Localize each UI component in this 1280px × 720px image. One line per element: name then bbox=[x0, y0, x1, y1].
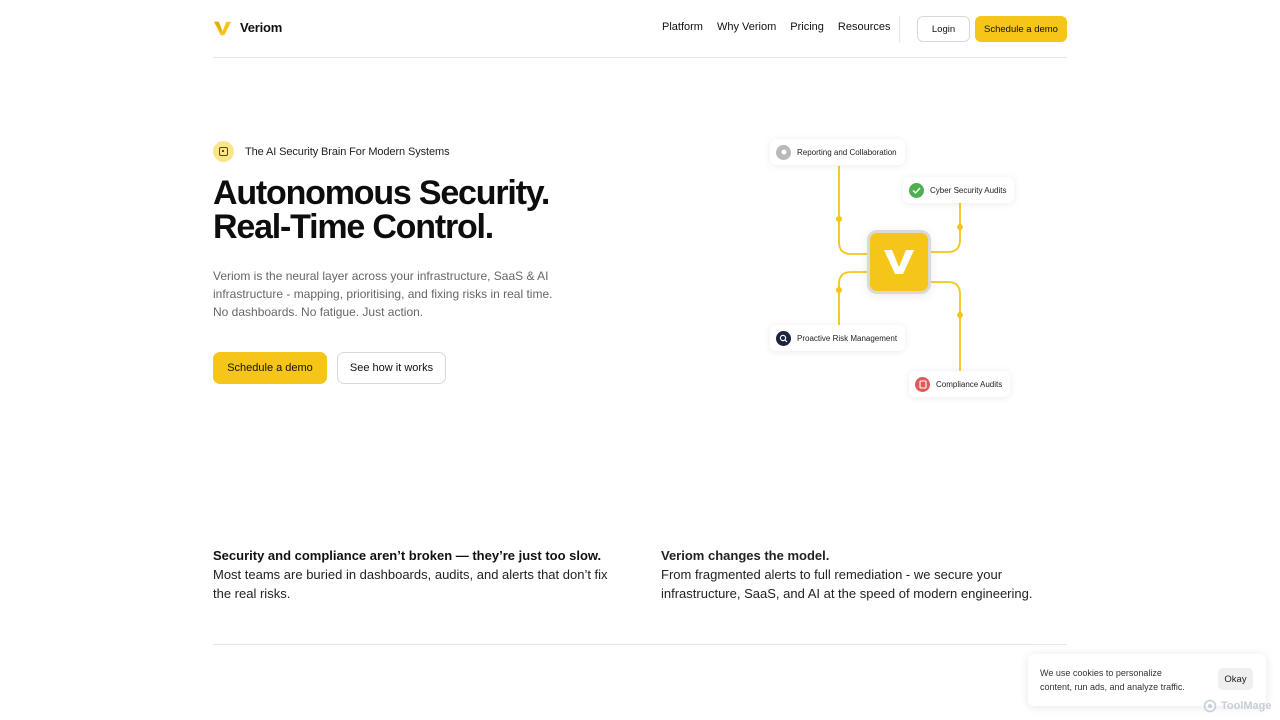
solution-heading-rest: changes the model. bbox=[704, 548, 830, 563]
cookie-text-line-2: content, run ads, and analyze traffic. bbox=[1040, 682, 1185, 692]
chip-proactive-risk-management bbox=[770, 325, 905, 351]
chip-icon bbox=[213, 141, 234, 162]
problem-line-2: the real risks. bbox=[213, 586, 291, 601]
nav-why-veriom[interactable]: Why Veriom bbox=[716, 21, 777, 33]
solution-statement bbox=[661, 546, 1071, 603]
cookie-text-line-1: We use cookies to personalize bbox=[1040, 668, 1162, 678]
nav-resources[interactable]: Resources bbox=[837, 21, 891, 33]
chip-label: Compliance Audits bbox=[936, 379, 1003, 389]
chip-reporting-collaboration bbox=[770, 139, 905, 165]
hero-description bbox=[213, 267, 553, 321]
problem-statement bbox=[213, 546, 623, 603]
chip-compliance-audits bbox=[909, 371, 1010, 397]
see-how-it-works-button[interactable]: See how it works bbox=[337, 352, 446, 384]
hero-badge bbox=[213, 141, 449, 162]
watermark bbox=[1203, 699, 1272, 713]
cookie-okay-button[interactable]: Okay bbox=[1218, 668, 1253, 690]
section-divider bbox=[213, 644, 1067, 645]
audit-icon bbox=[909, 183, 924, 198]
solution-line-2: infrastructure, SaaS, and AI at the speed of modern engineering. bbox=[661, 586, 1033, 601]
reporting-icon bbox=[776, 145, 791, 160]
hero-badge-text: The AI Security Brain For Modern Systems bbox=[245, 145, 450, 158]
chip-label: Cyber Security Audits bbox=[930, 185, 1007, 195]
solution-line-1: From fragmented alerts to full remediation - we secure your bbox=[661, 567, 1003, 582]
hero-desc-line-1: Veriom is the neural layer across your infrastructure, SaaS & AI bbox=[213, 269, 549, 283]
chip-label: Proactive Risk Management bbox=[797, 333, 898, 343]
chip-label: Reporting and Collaboration bbox=[797, 147, 897, 157]
problem-line-1: Most teams are buried in dashboards, audits, and alerts that don’t fix bbox=[213, 567, 608, 582]
hero-desc-line-2: infrastructure - mapping, prioritising, and fixing risks in real time. bbox=[213, 287, 553, 301]
nav-divider bbox=[899, 16, 900, 42]
schedule-demo-button[interactable]: Schedule a demo bbox=[213, 352, 327, 384]
login-button[interactable]: Login bbox=[917, 16, 970, 42]
brand-name: Veriom bbox=[240, 20, 283, 35]
chip-cyber-security-audits bbox=[903, 177, 1014, 203]
watermark-text: ToolMage bbox=[1221, 700, 1272, 712]
problem-heading: Security and compliance aren’t broken — they’re just too slow. bbox=[213, 548, 602, 563]
schedule-demo-header-button[interactable]: Schedule a demo bbox=[975, 16, 1067, 42]
solution-heading-brand: Veriom bbox=[661, 548, 705, 563]
veriom-center-logo-icon bbox=[867, 230, 931, 294]
compliance-icon bbox=[915, 377, 930, 392]
toolmage-logo-icon bbox=[1203, 699, 1217, 713]
site-header bbox=[213, 0, 1067, 58]
hero-desc-line-3: No dashboards. No fatigue. Just action. bbox=[213, 305, 424, 319]
hero-title-line-2: Real-Time Control. bbox=[213, 208, 494, 246]
cookie-text bbox=[1040, 666, 1210, 694]
nav-pricing[interactable]: Pricing bbox=[790, 21, 824, 33]
feature-diagram bbox=[760, 130, 1040, 410]
risk-icon bbox=[776, 331, 791, 346]
brand[interactable] bbox=[213, 18, 282, 37]
solution-heading bbox=[661, 546, 1071, 565]
hero-title bbox=[213, 176, 549, 244]
nav-platform[interactable]: Platform bbox=[662, 21, 703, 33]
veriom-logo-icon bbox=[213, 18, 232, 37]
main-nav bbox=[662, 21, 890, 33]
hero-title-line-1: Autonomous Security. bbox=[213, 174, 550, 212]
